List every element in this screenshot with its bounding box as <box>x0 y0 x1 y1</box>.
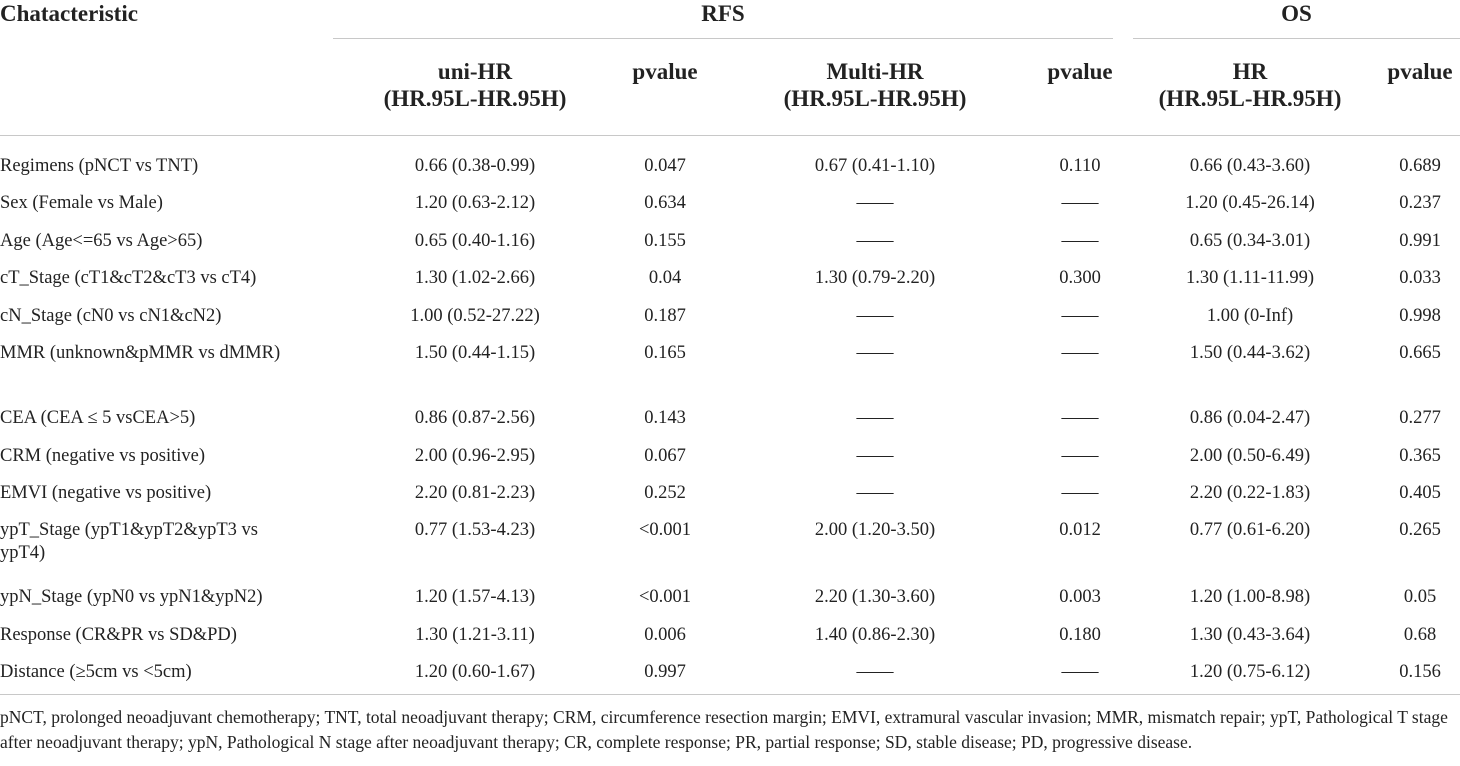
cell-characteristic: EMVI (negative vs positive) <box>0 483 212 503</box>
header-bottom-rule <box>0 135 1460 136</box>
cell-multi-pvalue: —— <box>1061 343 1099 363</box>
cell-multi-hr: 1.30 (0.79-2.20) <box>814 268 936 288</box>
cell-os-hr: 1.50 (0.44-3.62) <box>1189 343 1311 363</box>
cell-os-hr: 0.65 (0.34-3.01) <box>1189 231 1311 251</box>
col-header-multi-hr <box>760 58 990 112</box>
cell-os-pvalue: 0.991 <box>1399 231 1441 251</box>
cell-multi-pvalue: 0.003 <box>1059 587 1101 607</box>
multi-hr-line2: (HR.95L-HR.95H) <box>783 86 967 111</box>
cell-multi-pvalue: —— <box>1061 662 1099 682</box>
cell-os-pvalue: 0.405 <box>1399 483 1441 503</box>
table-row <box>0 305 1460 341</box>
cell-characteristic: Sex (Female vs Male) <box>0 193 163 213</box>
cell-multi-hr: —— <box>856 408 894 428</box>
cell-os-pvalue: 0.265 <box>1399 520 1441 540</box>
cell-multi-pvalue: 0.012 <box>1059 520 1101 540</box>
cell-multi-hr: 0.67 (0.41-1.10) <box>814 156 936 176</box>
cell-characteristic: Response (CR&PR vs SD&PD) <box>0 625 237 645</box>
cell-uni-pvalue: 0.04 <box>648 268 682 288</box>
table-row <box>0 482 1460 518</box>
cell-uni-hr: 1.30 (1.02-2.66) <box>414 268 536 288</box>
cell-uni-pvalue: 0.143 <box>644 408 686 428</box>
cell-multi-pvalue: 0.180 <box>1059 625 1101 645</box>
cell-uni-hr: 1.30 (1.21-3.11) <box>415 625 535 645</box>
cell-characteristic: cN_Stage (cN0 vs cN1&cN2) <box>0 306 222 326</box>
group-header-os: OS <box>1281 1 1312 26</box>
cell-multi-hr: 1.40 (0.86-2.30) <box>814 625 936 645</box>
cell-uni-hr: 2.00 (0.96-2.95) <box>414 446 536 466</box>
cell-multi-pvalue: —— <box>1061 306 1099 326</box>
cell-os-pvalue: 0.033 <box>1399 268 1441 288</box>
cell-uni-pvalue: 0.067 <box>644 446 686 466</box>
cell-os-pvalue: 0.689 <box>1399 156 1441 176</box>
cell-os-hr: 1.20 (0.75-6.12) <box>1189 662 1311 682</box>
group-header-rfs: RFS <box>701 1 745 26</box>
cell-os-hr: 1.30 (1.11-11.99) <box>1185 268 1315 288</box>
cell-uni-hr: 1.20 (0.60-1.67) <box>414 662 536 682</box>
cell-os-pvalue: 0.365 <box>1399 446 1441 466</box>
os-hr-line2: (HR.95L-HR.95H) <box>1158 86 1342 111</box>
cell-uni-hr: 1.20 (1.57-4.13) <box>414 587 536 607</box>
cell-multi-hr: —— <box>856 662 894 682</box>
cell-uni-pvalue: 0.252 <box>644 483 686 503</box>
col-header-characteristic: Chatacteristic <box>0 1 138 26</box>
cell-characteristic: MMR (unknown&pMMR vs dMMR) <box>0 343 281 363</box>
cell-uni-pvalue: 0.006 <box>644 625 686 645</box>
table-row <box>0 342 1460 378</box>
cell-multi-pvalue: —— <box>1061 446 1099 466</box>
cell-multi-hr: 2.00 (1.20-3.50) <box>814 520 936 540</box>
cell-uni-hr: 2.20 (0.81-2.23) <box>414 483 536 503</box>
table-row <box>0 155 1460 191</box>
os-hr-line1: HR <box>1232 59 1268 84</box>
col-header-uni-hr <box>370 58 580 112</box>
cell-characteristic: Age (Age<=65 vs Age>65) <box>0 231 203 251</box>
rfs-group-rule <box>333 38 1113 39</box>
cell-multi-pvalue: —— <box>1061 483 1099 503</box>
cell-multi-pvalue: —— <box>1061 408 1099 428</box>
cell-uni-hr: 0.86 (0.87-2.56) <box>414 408 536 428</box>
cell-os-pvalue: 0.998 <box>1399 306 1441 326</box>
table-row <box>0 192 1460 228</box>
cell-os-hr: 1.30 (0.43-3.64) <box>1189 625 1311 645</box>
table-row <box>0 407 1460 443</box>
cell-uni-pvalue: 0.155 <box>644 231 686 251</box>
cell-uni-pvalue: <0.001 <box>638 587 692 607</box>
cell-multi-pvalue: —— <box>1061 193 1099 213</box>
cell-multi-hr: 2.20 (1.30-3.60) <box>814 587 936 607</box>
cell-multi-hr: —— <box>856 306 894 326</box>
table-row <box>0 624 1460 660</box>
col-header-pvalue-os: pvalue <box>1387 59 1453 84</box>
col-header-os-hr <box>1140 58 1360 112</box>
col-header-pvalue-multi: pvalue <box>1047 59 1113 84</box>
table-footnote: pNCT, prolonged neoadjuvant chemotherapy; TNT, total neoadjuvant therapy; CRM, circumference resection margin; EMVI, extramural vascular invasion; MMR, mismatch repair; ypT, Pathological T stage after neoadjuvant therapy; ypN, Pathological N stage after neoadjuvant therapy; CR, complete response; PR, partial response; SD, stable disease; PD, progressive disease. <box>0 707 1448 752</box>
cell-characteristic: ypT_Stage (ypT1&ypT2&ypT3 vs ypT4) <box>0 520 258 563</box>
cell-uni-pvalue: 0.634 <box>644 193 686 213</box>
cell-os-hr: 2.00 (0.50-6.49) <box>1189 446 1311 466</box>
table-bottom-rule <box>0 694 1460 695</box>
cell-characteristic: ypN_Stage (ypN0 vs ypN1&ypN2) <box>0 587 263 607</box>
cell-os-pvalue: 0.665 <box>1399 343 1441 363</box>
cell-uni-pvalue: 0.997 <box>644 662 686 682</box>
cell-multi-hr: —— <box>856 231 894 251</box>
cell-characteristic: CRM (negative vs positive) <box>0 446 206 466</box>
cell-uni-pvalue: <0.001 <box>638 520 692 540</box>
table-row <box>0 661 1460 697</box>
cell-os-hr: 2.20 (0.22-1.83) <box>1189 483 1311 503</box>
cell-multi-pvalue: —— <box>1061 231 1099 251</box>
cell-os-pvalue: 0.05 <box>1403 587 1437 607</box>
cell-os-hr: 1.20 (0.45-26.14) <box>1185 193 1315 213</box>
multi-hr-line1: Multi-HR <box>826 59 924 84</box>
cell-os-hr: 1.00 (0-Inf) <box>1206 306 1294 326</box>
cell-characteristic: Distance (≥5cm vs <5cm) <box>0 662 192 682</box>
cell-multi-pvalue: 0.300 <box>1059 268 1101 288</box>
cell-multi-hr: —— <box>856 483 894 503</box>
cell-multi-hr: —— <box>856 446 894 466</box>
cell-os-pvalue: 0.237 <box>1399 193 1441 213</box>
cell-os-hr: 0.66 (0.43-3.60) <box>1189 156 1311 176</box>
cell-uni-hr: 0.66 (0.38-0.99) <box>414 156 536 176</box>
table-row <box>0 586 1460 622</box>
cell-os-hr: 1.20 (1.00-8.98) <box>1189 587 1311 607</box>
cell-characteristic: CEA (CEA ≤ 5 vsCEA>5) <box>0 408 196 428</box>
cell-characteristic: Regimens (pNCT vs TNT) <box>0 156 199 176</box>
uni-hr-line1: uni-HR <box>437 59 513 84</box>
table-row <box>0 267 1460 303</box>
cell-uni-hr: 0.77 (1.53-4.23) <box>414 520 536 540</box>
cell-characteristic: cT_Stage (cT1&cT2&cT3 vs cT4) <box>0 268 257 288</box>
table-row <box>0 519 1460 563</box>
cell-os-hr: 0.86 (0.04-2.47) <box>1189 408 1311 428</box>
table-row <box>0 230 1460 266</box>
cell-multi-hr: —— <box>856 193 894 213</box>
cell-multi-pvalue: 0.110 <box>1059 156 1101 176</box>
cell-os-pvalue: 0.156 <box>1399 662 1441 682</box>
cell-os-pvalue: 0.68 <box>1403 625 1437 645</box>
cell-uni-pvalue: 0.187 <box>644 306 686 326</box>
cell-uni-hr: 1.50 (0.44-1.15) <box>414 343 536 363</box>
cell-os-hr: 0.77 (0.61-6.20) <box>1189 520 1311 540</box>
cell-multi-hr: —— <box>856 343 894 363</box>
cell-uni-pvalue: 0.165 <box>644 343 686 363</box>
col-header-pvalue-uni: pvalue <box>632 59 698 84</box>
uni-hr-line2: (HR.95L-HR.95H) <box>383 86 567 111</box>
cell-uni-hr: 1.00 (0.52-27.22) <box>410 306 540 326</box>
os-group-rule <box>1133 38 1460 39</box>
table-row <box>0 445 1460 481</box>
cell-uni-hr: 0.65 (0.40-1.16) <box>414 231 536 251</box>
cell-uni-pvalue: 0.047 <box>644 156 686 176</box>
cell-os-pvalue: 0.277 <box>1399 408 1441 428</box>
cell-uni-hr: 1.20 (0.63-2.12) <box>414 193 536 213</box>
